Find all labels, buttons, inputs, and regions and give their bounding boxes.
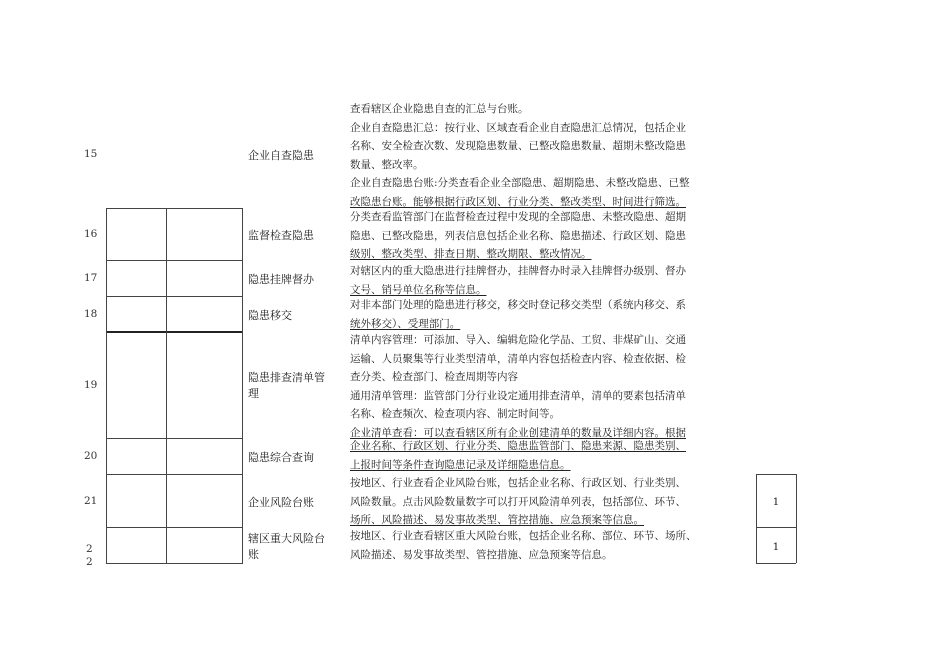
grid-line bbox=[756, 474, 796, 475]
description-block-19 bbox=[350, 331, 686, 442]
description-line: 企业自查隐患台账:分类查看企业全部隐患、超期隐患、未整改隐患、已整 bbox=[350, 177, 690, 189]
description-line: 按地区、行业查看辖区重大风险台账，包括企业名称、部位、环节、场所、 bbox=[350, 530, 697, 542]
description-line: 文号、销号单位名称等信息。 bbox=[350, 283, 487, 296]
description-block-20 bbox=[350, 437, 686, 474]
description-line: 运输、人员聚集等行业类型清单，清单内容包括检查内容、检查依据、检 bbox=[350, 352, 686, 365]
description-line: 场所、风险描述、易发事故类型、管控措施、应急预案等信息。 bbox=[350, 514, 644, 526]
grid-line bbox=[106, 527, 243, 528]
grid-line bbox=[796, 474, 797, 563]
description-line: 查分类、检查部门、检查周期等内容 bbox=[350, 371, 518, 383]
row-number: 16 bbox=[84, 228, 98, 240]
row-number: 15 bbox=[84, 148, 98, 160]
quantity-value: 1 bbox=[772, 541, 780, 553]
description-line: 名称、检查频次、检查项内容、制定时间等。 bbox=[350, 408, 560, 420]
description-line: 改隐患台账。能够根据行政区划、行业分类、整改类型、时间进行筛选。 bbox=[350, 195, 686, 208]
grid-line bbox=[106, 208, 107, 563]
grid-line bbox=[106, 331, 243, 333]
row-number: 19 bbox=[84, 379, 98, 391]
function-name: 隐患排查清单管理 bbox=[248, 371, 325, 400]
function-name: 监督检查隐患 bbox=[248, 229, 314, 242]
description-line: 对辖区内的重大隐患进行挂牌督办，挂牌督办时录入挂牌督办级别、督办 bbox=[350, 265, 686, 277]
description-block-15 bbox=[350, 100, 690, 211]
grid-line bbox=[106, 260, 243, 261]
row-number: 18 bbox=[84, 308, 98, 320]
grid-line bbox=[106, 474, 243, 475]
function-name: 辖区重大风险台账 bbox=[248, 532, 325, 561]
description-block-16 bbox=[350, 208, 686, 264]
description-line: 企业自查隐患汇总：按行业、区域查看企业自查隐患汇总情况，包括企业 bbox=[350, 121, 686, 134]
description-line: 企业清单查看：可以查看辖区所有企业创建清单的数量及详细内容。根据 bbox=[350, 426, 686, 439]
row-number: 20 bbox=[84, 450, 98, 462]
quantity-value: 1 bbox=[772, 496, 780, 508]
description-line: 清单内容管理：可添加、导入、编辑危险化学品、工贸、非煤矿山、交通 bbox=[350, 334, 686, 346]
row-number: 2 bbox=[86, 543, 93, 555]
description-line: 风险描述、易发事故类型、管控措施、应急预案等信息。 bbox=[350, 548, 613, 561]
grid-line bbox=[166, 208, 167, 563]
description-block-22 bbox=[350, 527, 697, 564]
grid-line bbox=[756, 527, 796, 528]
row-number: 2 bbox=[86, 556, 93, 568]
description-line: 企业名称、行政区划、行业分类、隐患监管部门、隐患来源、隐患类别、 bbox=[350, 440, 686, 452]
description-line: 分类查看监管部门在监督检查过程中发现的全部隐患、未整改隐患、超期 bbox=[350, 211, 686, 223]
description-line: 按地区、行业查看企业风险台账，包括企业名称、行政区划、行业类别、 bbox=[350, 477, 686, 489]
grid-line bbox=[756, 563, 796, 564]
description-line: 隐患、已整改隐患，列表信息包括企业名称、隐患描述、行政区划、隐患 bbox=[350, 229, 686, 242]
function-name: 企业风险台账 bbox=[248, 496, 314, 509]
grid-line bbox=[106, 438, 243, 439]
function-name: 隐患移交 bbox=[248, 309, 292, 322]
description-line: 上报时间等条件查询隐患记录及详细隐患信息。 bbox=[350, 458, 571, 471]
description-line: 数量、整改率。 bbox=[350, 158, 424, 171]
grid-line bbox=[106, 296, 243, 297]
description-line: 风险数量。点击风险数量数字可以打开风险清单列表，包括部位、环节、 bbox=[350, 495, 686, 508]
description-block-21 bbox=[350, 474, 686, 530]
description-line: 统外移交）、受理部门。 bbox=[350, 317, 461, 330]
grid-line bbox=[106, 563, 243, 564]
function-name: 隐患挂牌督办 bbox=[248, 273, 314, 286]
description-line: 名称、安全检查次数、发现隐患数量、已整改隐患数量、超期未整改隐患 bbox=[350, 140, 686, 152]
grid-line bbox=[106, 208, 243, 209]
description-line: 查看辖区企业隐患自查的汇总与台账。 bbox=[350, 103, 529, 115]
function-name: 隐患综合查询 bbox=[248, 451, 314, 464]
description-block-17 bbox=[350, 262, 686, 299]
description-line: 对非本部门处理的隐患进行移交，移交时登记移交类型（系统内移交、系 bbox=[350, 299, 686, 311]
description-line: 通用清单管理：监管部门分行业设定通用排查清单，清单的要素包括清单 bbox=[350, 389, 686, 402]
row-number: 17 bbox=[84, 272, 98, 284]
grid-line bbox=[242, 208, 243, 563]
description-block-18 bbox=[350, 296, 686, 333]
description-line: 级别、整改类型、排查日期、整改期限、整改情况。 bbox=[350, 248, 592, 260]
row-number: 21 bbox=[84, 495, 98, 507]
function-name: 企业自查隐患 bbox=[248, 149, 314, 162]
